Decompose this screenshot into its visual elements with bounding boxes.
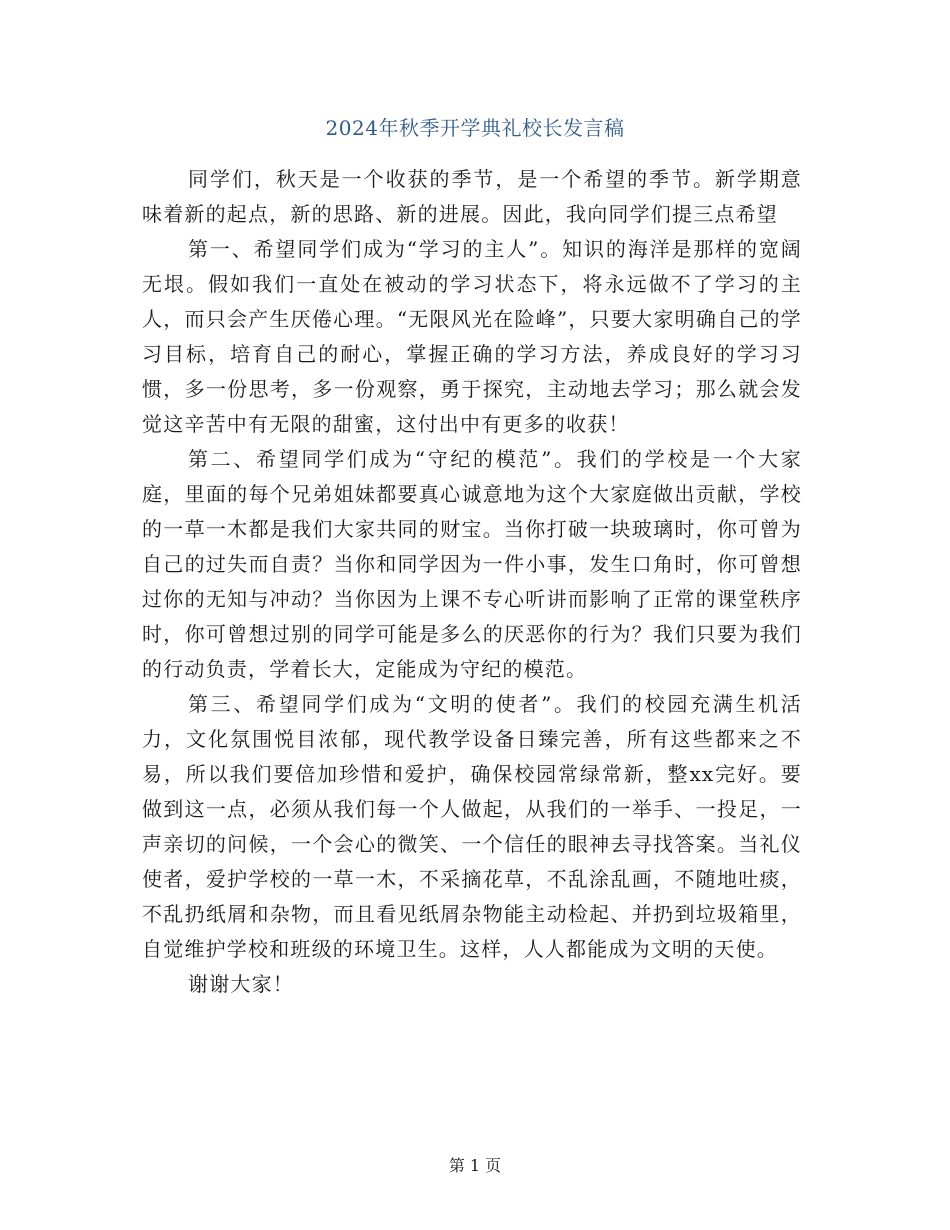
paragraph-hope-3: 第三、希望同学们成为“文明的使者”。我们的校园充满生机活力，文化氛围悦目浓郁，现代教学设备日臻完善，所有这些都来之不易，所以我们要倍加珍惜和爱护，确保校园常绿常新，整xx完好。要做到这一点，必须从我们每一个人做起，从我们的一举手、一投足，一声亲切的问候，一个会心的微笑、一个信任的眼神去寻找答案。当礼仪使者，爱护学校的一草一木，不采摘花草，不乱涂乱画，不随地吐痰，不乱扔纸屑和杂物，而且看见纸屑杂物能主动检起、并扔到垃圾箱里，自觉维护学校和班级的环境卫生。这样，人人都能成为文明的天使。 <box>142 692 802 961</box>
page-number: 第 1 页 <box>448 1156 502 1175</box>
paragraph-intro: 同学们，秋天是一个收获的季节，是一个希望的季节。新学期意味着新的起点，新的思路、新的进展。因此，我向同学们提三点希望 <box>142 167 802 226</box>
document-body <box>142 162 802 1002</box>
document-title: 2024年秋季开学典礼校长发言稿 <box>325 116 625 140</box>
paragraph-hope-1: 第一、希望同学们成为“学习的主人”。知识的海洋是那样的宽阔无垠。假如我们一直处在被动的学习状态下，将永远做不了学习的主人，而只会产生厌倦心理。“无限风光在险峰”，只要大家明确自己的学习目标，培育自己的耐心，掌握正确的学习方法，养成良好的学习习惯，多一份思考，多一份观察，勇于探究，主动地去学习；那么就会发觉这辛苦中有无限的甜蜜，这付出中有更多的收获！ <box>142 237 802 436</box>
paragraph-hope-2: 第二、希望同学们成为“守纪的模范”。我们的学校是一个大家庭，里面的每个兄弟姐妹都要真心诚意地为这个大家庭做出贡献，学校的一草一木都是我们大家共同的财宝。当你打破一块玻璃时，你可曾为自己的过失而自责？当你和同学因为一件小事，发生口角时，你可曾想过你的无知与冲动？当你因为上课不专心听讲而影响了正常的课堂秩序时，你可曾想过别的同学可能是多么的厌恶你的行为？我们只要为我们的行动负责，学着长大，定能成为守纪的模范。 <box>142 447 802 681</box>
paragraph-closing: 谢谢大家！ <box>188 972 294 996</box>
